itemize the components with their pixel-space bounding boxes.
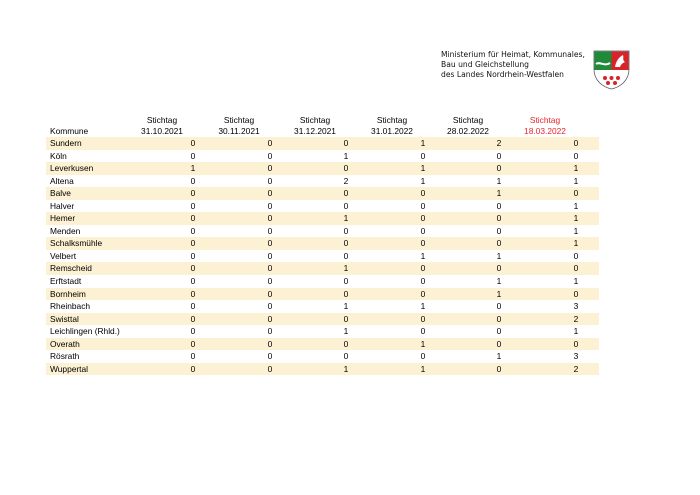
table-cell-value: 1: [420, 138, 426, 148]
table-cell-value: 1: [190, 163, 196, 174]
table-cell-value: 1: [496, 175, 502, 186]
table-cell-value: 1: [343, 363, 349, 374]
kommune-name: Hemer: [50, 213, 76, 224]
kommune-name: Remscheid: [50, 263, 92, 274]
table-cell-value: 0: [267, 175, 273, 186]
kommune-name: Overath: [50, 338, 80, 349]
table-cell-value: 0: [267, 200, 273, 211]
kommune-name: Velbert: [50, 250, 77, 261]
table-cell-value: 0: [267, 150, 273, 161]
table-cell-value: 0: [496, 163, 502, 174]
nrw-coat-of-arms-logo: [592, 49, 631, 90]
table-cell-value: 0: [420, 351, 426, 362]
table-row: [46, 262, 599, 275]
table-cell-value: 0: [573, 263, 579, 274]
kommune-name: Leichlingen (Rhld.): [50, 326, 120, 337]
table-cell-value: 0: [420, 326, 426, 337]
table-cell-value: 0: [267, 276, 273, 287]
table-cell-value: 1: [343, 263, 349, 274]
table-cell-value: 0: [190, 351, 196, 362]
table-cell-value: 0: [496, 200, 502, 211]
table-cell-value: 1: [420, 363, 426, 374]
table-cell-value: 0: [267, 351, 273, 362]
table-cell-value: 0: [420, 213, 426, 224]
table-cell-value: 0: [190, 313, 196, 324]
table-cell-value: 0: [190, 225, 196, 236]
kommune-name: Bornheim: [50, 288, 86, 299]
table-cell-value: 0: [190, 175, 196, 186]
kommune-name: Rösrath: [50, 351, 80, 362]
table-row: [46, 237, 599, 250]
table-cell-value: 2: [573, 363, 579, 374]
table-cell-value: 0: [573, 250, 579, 261]
table-cell-value: 1: [573, 200, 579, 211]
table-cell-value: 1: [573, 163, 579, 174]
table-cell-value: 0: [496, 150, 502, 161]
table-cell-value: 3: [573, 351, 579, 362]
ministry-line-3: des Landes Nordrhein-Westfalen: [441, 70, 564, 79]
col-header-date: 31.01.2022: [371, 125, 413, 136]
table-cell-value: 0: [190, 150, 196, 161]
table-cell-value: 1: [573, 175, 579, 186]
table-row: [46, 212, 599, 225]
table-cell-value: 0: [573, 138, 579, 148]
table-cell-value: 0: [267, 138, 273, 148]
kommune-column-header: Kommune: [50, 126, 89, 136]
kommune-name: Balve: [50, 188, 71, 199]
col-header-date: 30.11.2021: [218, 125, 260, 136]
table-cell-value: 0: [573, 150, 579, 161]
table-cell-value: 0: [343, 200, 349, 211]
col-header-label: Stichtag: [452, 115, 484, 125]
table-cell-value: 0: [420, 200, 426, 211]
kommune-name: Leverkusen: [50, 163, 94, 174]
table-cell-value: 3: [573, 301, 579, 312]
col-header-6-latest: [515, 115, 575, 136]
table-cell-value: 0: [267, 326, 273, 337]
col-header-label: Stichtag: [376, 115, 408, 125]
table-cell-value: 1: [573, 225, 579, 236]
table-cell-value: 1: [343, 213, 349, 224]
table-cell-value: 1: [496, 250, 502, 261]
table-cell-value: 0: [420, 150, 426, 161]
table-cell-value: 0: [343, 163, 349, 174]
table-cell-value: 0: [190, 250, 196, 261]
table-cell-value: 0: [420, 276, 426, 287]
kommune-name: Rheinbach: [50, 301, 91, 312]
table-cell-value: 2: [496, 138, 502, 148]
table-cell-value: 0: [267, 225, 273, 236]
table-cell-value: 1: [343, 150, 349, 161]
kommune-name: Menden: [50, 225, 81, 236]
table-cell-value: 0: [420, 225, 426, 236]
table-cell-value: 0: [190, 276, 196, 287]
table-row: [46, 150, 599, 163]
table-cell-value: 0: [496, 301, 502, 312]
table-cell-value: 0: [267, 313, 273, 324]
table-cell-value: 0: [496, 313, 502, 324]
table-cell-value: 0: [267, 301, 273, 312]
table-cell-value: 1: [343, 301, 349, 312]
table-row: [46, 137, 599, 150]
table-row: [46, 350, 599, 363]
table-row: [46, 313, 599, 326]
table-cell-value: 1: [496, 288, 502, 299]
table-cell-value: 0: [343, 276, 349, 287]
table-row: [46, 187, 599, 200]
table-cell-value: 0: [420, 288, 426, 299]
table-cell-value: 0: [267, 338, 273, 349]
kommune-name: Halver: [50, 200, 75, 211]
ministry-header: [441, 50, 585, 80]
table-cell-value: 0: [190, 213, 196, 224]
col-header-3: [285, 115, 345, 136]
table-cell-value: 1: [573, 213, 579, 224]
table-cell-value: 1: [496, 276, 502, 287]
table-cell-value: 0: [343, 250, 349, 261]
col-header-label: Stichtag: [529, 115, 561, 125]
kommune-name: Schalksmühle: [50, 238, 103, 249]
table-cell-value: 0: [190, 288, 196, 299]
table-cell-value: 0: [190, 301, 196, 312]
table-cell-value: 0: [420, 188, 426, 199]
table-row: [46, 200, 599, 213]
table-row: [46, 175, 599, 188]
table-cell-value: 0: [420, 313, 426, 324]
table-cell-value: 0: [343, 351, 349, 362]
col-header-date: 28.02.2022: [447, 125, 489, 136]
table-cell-value: 0: [267, 250, 273, 261]
data-table: [46, 137, 599, 375]
col-header-label: Stichtag: [146, 115, 178, 125]
table-cell-value: 0: [343, 288, 349, 299]
table-cell-value: 0: [573, 338, 579, 349]
kommune-name: Erftstadt: [50, 276, 82, 287]
col-header-label: Stichtag: [223, 115, 255, 125]
col-header-4: [362, 115, 422, 136]
table-cell-value: 0: [496, 263, 502, 274]
table-row: [46, 338, 599, 351]
table-cell-value: 0: [190, 263, 196, 274]
table-cell-value: 0: [190, 200, 196, 211]
table-cell-value: 0: [420, 238, 426, 249]
table-cell-value: 0: [496, 326, 502, 337]
table-cell-value: 1: [420, 163, 426, 174]
kommune-name: Swisttal: [50, 313, 79, 324]
col-header-2: [209, 115, 269, 136]
table-cell-value: 0: [573, 188, 579, 199]
table-cell-value: 1: [496, 188, 502, 199]
table-cell-value: 0: [190, 188, 196, 199]
table-row: [46, 363, 599, 376]
table-row: [46, 300, 599, 313]
table-row: [46, 275, 599, 288]
table-cell-value: 0: [343, 225, 349, 236]
table-cell-value: 1: [573, 276, 579, 287]
table-cell-value: 0: [343, 188, 349, 199]
table-cell-value: 0: [267, 188, 273, 199]
col-header-date: 18.03.2022: [524, 125, 566, 136]
table-cell-value: 0: [267, 363, 273, 374]
table-cell-value: 0: [267, 288, 273, 299]
col-header-1: [132, 115, 192, 136]
table-row: [46, 162, 599, 175]
table-cell-value: 0: [190, 363, 196, 374]
table-cell-value: 1: [343, 326, 349, 337]
col-header-5: [438, 115, 498, 136]
table-cell-value: 1: [420, 175, 426, 186]
table-cell-value: 0: [496, 363, 502, 374]
table-cell-value: 0: [267, 263, 273, 274]
table-cell-value: 0: [190, 238, 196, 249]
table-cell-value: 0: [343, 138, 349, 148]
kommune-name: Köln: [50, 150, 67, 161]
table-cell-value: 1: [420, 301, 426, 312]
table-cell-value: 0: [267, 213, 273, 224]
table-row: [46, 288, 599, 301]
table-cell-value: 0: [496, 225, 502, 236]
table-cell-value: 0: [343, 338, 349, 349]
table-cell-value: 0: [420, 263, 426, 274]
table-cell-value: 0: [343, 238, 349, 249]
table-cell-value: 0: [496, 338, 502, 349]
table-cell-value: 1: [573, 326, 579, 337]
table-cell-value: 1: [420, 250, 426, 261]
kommune-name: Wuppertal: [50, 363, 89, 374]
col-header-date: 31.10.2021: [141, 125, 183, 136]
table-cell-value: 0: [496, 238, 502, 249]
table-cell-value: 2: [573, 313, 579, 324]
table-row: [46, 225, 599, 238]
table-cell-value: 0: [190, 138, 196, 148]
table-cell-value: 1: [496, 351, 502, 362]
table-cell-value: 1: [420, 338, 426, 349]
table-cell-value: 0: [267, 163, 273, 174]
table-cell-value: 0: [267, 238, 273, 249]
table-row: [46, 250, 599, 263]
table-cell-value: 1: [573, 238, 579, 249]
table-cell-value: 2: [343, 175, 349, 186]
table-cell-value: 0: [496, 213, 502, 224]
table-cell-value: 0: [190, 326, 196, 337]
table-cell-value: 0: [343, 313, 349, 324]
table-cell-value: 0: [190, 338, 196, 349]
col-header-date: 31.12.2021: [294, 125, 336, 136]
kommune-name: Altena: [50, 175, 74, 186]
kommune-name: Sundern: [50, 138, 82, 148]
table-row: [46, 325, 599, 338]
table-cell-value: 0: [573, 288, 579, 299]
ministry-line-1: Ministerium für Heimat, Kommunales,: [441, 50, 585, 59]
ministry-line-2: Bau und Gleichstellung: [441, 60, 529, 69]
col-header-label: Stichtag: [299, 115, 331, 125]
